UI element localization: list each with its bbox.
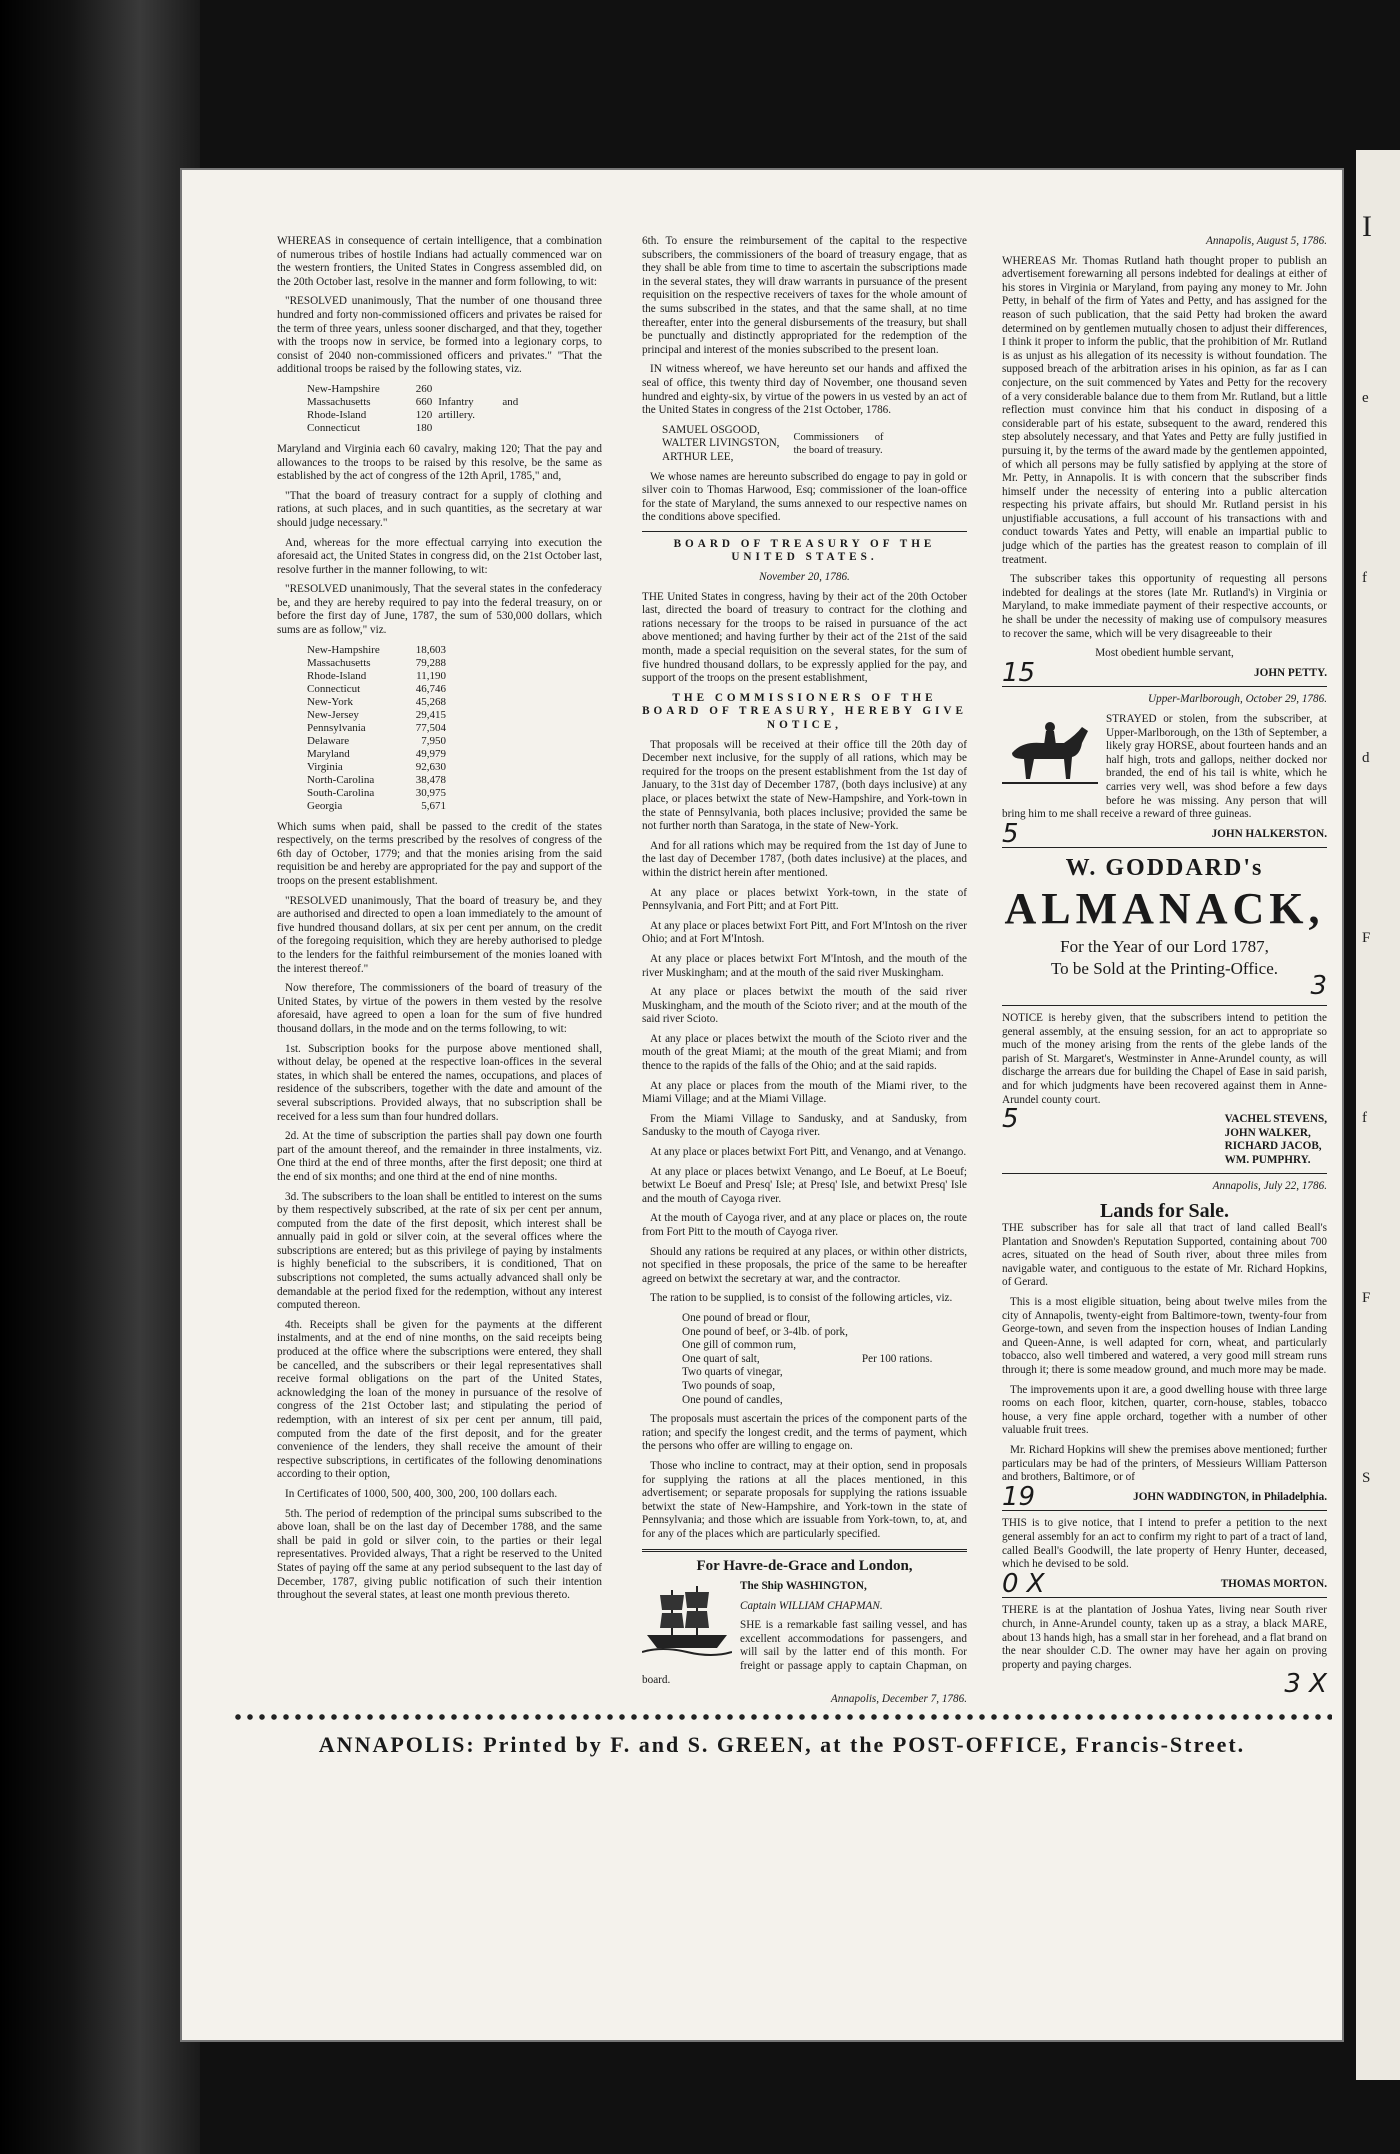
list-item: Two pounds of soap, [682, 1379, 776, 1392]
table-row: Maryland 49,979 [307, 747, 446, 760]
petition-paragraph: THIS is to give notice, that I intend to prefer a petition to the next general assembly for an act to confirm my right to part of a tract of land, called Beall's Goodwill, the late property of Henry Hunter, deceased, which he devised to be sold. [1002, 1517, 1327, 1571]
dateline: Annapolis, July 22, 1786. [1212, 1180, 1327, 1193]
list-item: One pound of beef, or 3-4lb. of pork, [682, 1325, 848, 1338]
ration-note: Per 100 rations. [861, 1352, 933, 1365]
treasury-paragraph: "That the board of treasury contract for a supply of clothing and rations, at such places, and in such quantities, as the secretary at war should judge necessary." [277, 489, 602, 529]
handwritten-mark: 19 [1002, 1481, 1036, 1512]
commissioners-heading: THE COMMISSIONERS OF THE BOARD OF TREASURY, HEREBY GIVE NOTICE, [642, 691, 967, 731]
troop-quota-table [307, 383, 524, 435]
table-row: Rhode-Island 120 [307, 408, 433, 421]
signer-name: WALTER LIVINGSTON, [662, 437, 780, 450]
list-item: One quart of salt, [682, 1352, 760, 1365]
place-paragraph: At any place or places betwixt the mouth of the Scioto river and the mouth of the great Miami; at the mouth of the great Miami; and from thence to the rapids of the falls of the Ohio; and at the said rapids. [642, 1032, 967, 1073]
horse-woodcut-icon [1002, 713, 1098, 791]
table-row: Connecticut 180 [307, 421, 433, 434]
third-term-paragraph: 3d. The subscribers to the loan shall be entitled to interest on the sums by them respectively subscribed, at the rate of six per cent per annum, computed from the date of the first deposit, which interest shall be annually paid in gold or silver coin, at the several offices where the subscriptions are entered; but as this privilege of paying by instalments is highly beneficial to the subscribers, it is conditioned, That on subscriptions not completed, the sums actually advanced shall only be demandable at the period fixed for the redemption, without any interest computed thereon. [277, 1190, 602, 1312]
table-row: Pennsylvania 77,504 [307, 721, 446, 734]
divider [1002, 1510, 1327, 1511]
certificates-paragraph: In Certificates of 1000, 500, 400, 300, 200, 100 dollars each. [285, 1487, 558, 1500]
petty-closing: Most obedient humble servant, [1095, 647, 1234, 660]
handwritten-mark: 3 X [1284, 1669, 1327, 1700]
next-page-fragment: F [1362, 1290, 1371, 1306]
signers-note: Commissioners of the board of treasury. [793, 431, 884, 457]
table-row: Connecticut 46,746 [307, 682, 446, 695]
divider [1002, 847, 1327, 848]
table-row: Georgia 5,671 [307, 799, 446, 812]
list-item: Two quarts of vinegar, [682, 1366, 783, 1379]
adjacent-page-edge [1356, 150, 1400, 2080]
strayed-paragraph: STRAYED or stolen, from the subscriber, at Upper-Marlborough, on the 13th of September, a likely gray HORSE, about fourteen hands and an half high, trots and gallops, neither docked nor branded, the end of his tail is white, which he carries very well, was shod before a few days before he was missing. Any person that will bring him to me shall receive a reward of three guineas. [1002, 713, 1327, 821]
notice-paragraph: NOTICE is hereby given, that the subscribers intend to petition the general assembly, at the ensuing session, for an act to appropriate so much of the money arising from the rents of the glebe lands of the parish of St. Margaret's, Westminster in Anne-Arundel county, as will discharge the arrears due for building the Chapel of Ease in said parish, and for which judgments have been recovered against them in Anne-Arundel county court. [1002, 1011, 1327, 1106]
table-row: Delaware 7,950 [307, 734, 446, 747]
rutland-whereas-paragraph: WHEREAS Mr. Thomas Rutland hath thought proper to publish an advertisement forewarning all persons indebted for dealings at either of his stores in Virginia or Maryland, from paying any money to Mr. John Petty, in behalf of the firm of Yates and Petty, and has assigned for the reason of such publication, that the said Petty had broken the award determined on by gentlemen mutually chosen to adjust their differences, I think it proper to inform the public, that the prohibition of Mr. Rutland is as unjust as his allegation of its necessity is without foundation. The supposed breach of the arbitration arises in his opinion, as far as I can conjecture, on the suit commenced by Yates and Petty for the recovery of a very considerable balance due to them from Mr. Rutland, but a little reflection must convince him that his conduct in disposing of a considerable part of his estate, subsequent to the award, rendered this step absolutely necessary, and that Yates and Petty are fully justified in pursuing it, by the terms of the award made by the gentlemen appointed, of which all persons may be fully satisfied by applying at the store of Mr. Petty, in Annapolis. It is with concern that the subscriber finds himself under the necessity of entering into a public altercation respecting his private affairs, but should Mr. Rutland persist in his unjustifiable accusations, a full account of his transactions with and conduct towards Yates and Petty, will enable an impartial public to judge which of the parties has the greatest reason to complain of ill treatment. [1002, 254, 1327, 566]
divider [642, 1549, 967, 1552]
table-row: Massachusetts 660 [307, 395, 433, 408]
handwritten-mark: 3 [1310, 971, 1327, 1002]
column-2 [642, 235, 967, 1713]
column-3 [1002, 235, 1327, 1700]
signature-name: THOMAS MORTON. [1220, 1577, 1327, 1590]
lands-situation-paragraph: This is a most eligible situation, being about twelve miles from the city of Annapolis, twenty-eight from Baltimore-town, twenty-four from George-town, and seven from the inspection houses of Indian Landing and Queen-Anne, is well adapted for corn, wheat, and particularly tobacco, also well timbered and watered, a very good mill stream runs through it; there is some meadow ground, and much more may be made. [1002, 1296, 1327, 1376]
lands-heading: Lands for Sale. [1099, 1200, 1230, 1223]
lands-improvements-paragraph: The improvements upon it are, a good dwelling house with three large rooms on each floor, kitchen, quarter, corn-house, stables, tobacco house, a very fine apple orchard, together with a number of other valuable fruit trees. [1002, 1383, 1327, 1437]
rations-dates-paragraph: And for all rations which may be required from the 1st day of June to the last day of December 1787, (both dates inclusive) at the places, and within the district herein after mentioned. [642, 839, 967, 879]
witness-paragraph: IN witness whereof, we have hereunto set our hands and affixed the seal of office, this twenty third day of November, one thousand seven hundred and eighty-six, by virtue of the powers in us vested by an act of the United States in congress of the 21st October, 1786. [642, 363, 967, 417]
table-row: North-Carolina 38,478 [307, 773, 446, 786]
handwritten-mark: 5 [1002, 818, 1019, 849]
place-paragraph: At any place or places from the mouth of the Miami river, to the Miami Village; and at the Miami Village. [642, 1079, 967, 1106]
those-paragraph: Those who incline to contract, may at their option, send in proposals for supplying the rations at all the places mentioned, in this advertisement; or separate proposals for supplying the rations issuable betwixt the state of New-Hampshire, and York-town in the state of Pennsylvania; and those which are issuable from York-town, to, at, and for any of the places which are particularly specified. [642, 1459, 967, 1540]
dotted-border [232, 1710, 1332, 1724]
divider [642, 531, 967, 532]
board-date: November 20, 1786. [759, 571, 850, 584]
proposals-paragraph: That proposals will be received at their office till the 20th day of December next inclusive, for the supply of all rations, which may be required for the troops on the present establishment from the 1st day of January, to the 31st day of December 1787, (both days inclusive) at any place, or places betwixt the state of New-Hampshire, and York-town in the state of Pennsylvania, both places inclusive; provided the same be not further north than Saratoga, in the state of New-York. [642, 738, 967, 833]
next-page-fragment: I [1362, 210, 1372, 243]
stray-mare-paragraph: THERE is at the plantation of Joshua Yates, living near South river church, in Anne-Arundel county, taken up as a stray, a black MARE, about 13 hands high, has a small star in her forehead, and a flat brand on the near shoulder C.D. The owner may have her again on proving property and paying charges. [1002, 1604, 1327, 1671]
fourth-term-paragraph: 4th. Receipts shall be given for the payments at the different instalments, and at the end of nine months, on the said receipts being produced at the office where the subscriptions were entered, they shall be cancelled, and the subscribers or their legal representatives shall receive formal obligations on the part of the United States, acknowledging the loan of the money in pursuance of the resolve of congress of the 21st October last; and stipulating the period of redemption, with an interest of six per cent per annum, till paid, computed from the date of the first deposit, and for the greater convenience of the lenders, they shall receive the amount of their respective subscriptions, in certificates of the following denominations according to their option, [277, 1318, 602, 1481]
place-paragraph: At any place or places betwixt York-town, in the state of Pennsylvania, and Fort Pitt; and at Fort Pitt. [642, 886, 967, 913]
list-item: One gill of common rum, [682, 1339, 797, 1352]
place-paragraph: At any place or places betwixt Fort Pitt, and Venango, and at Venango. [650, 1146, 967, 1159]
next-page-fragment: S [1362, 1470, 1371, 1486]
resolved-paragraph: "RESOLVED unanimously, That the number of one thousand three hundred and forty non-commissioned officers and privates be raised for the term of three years, unless sooner discharged, and that they, together with the troops now in service, be formed into a legionary corps, to consist of 2040 non-commissioned officers and privates." "That the additional troops be raised by the following states, viz. [277, 295, 602, 376]
now-therefore-paragraph: Now therefore, The commissioners of the board of treasury of the United States, by virtue of the powers in them vested by the resolve aforesaid, have agreed to open a loan for the sum of five hundred thousand dollars, in the mode and on the terms following, to wit: [277, 982, 602, 1035]
maryland-paragraph: Maryland and Virginia each 60 cavalry, making 120; That the pay and allowances to the troops to be raised by this resolve, be the same as established by the act of congress of the 12th April, 1785," and, [277, 442, 602, 483]
imprint-footer [232, 1710, 1332, 1780]
lands-paragraph: THE subscriber has for sale all that tract of land called Beall's Plantation and Snowden's Reputation Supported, containing about 700 acres, situated on the head of South river, about three miles from navigable water, and contiguous to the estate of Mr. Richard Hopkins, of Gerard. [1002, 1222, 1327, 1289]
ration-list [682, 1312, 967, 1407]
list-item: One pound of candles, [682, 1393, 783, 1406]
first-term-paragraph: 1st. Subscription books for the purpose above mentioned shall, without delay, be opened at the respective loan-offices in the several states, in which shall be entered the names, occupations, and places of residence of the subscribers, together with the date and amount of the several subscriptions. Provided always, that no subscription shall be received for a less sum than four hundred dollars. [277, 1042, 602, 1123]
place-paragraph: At any place or places betwixt the mouth of the said river Muskingham, and the mouth of the Scioto river; and at the mouth of the said river Scioto. [642, 986, 967, 1026]
handwritten-mark: 0 X [1002, 1568, 1045, 1599]
divider [1002, 1173, 1327, 1174]
next-page-fragment: d [1362, 750, 1370, 766]
place-paragraph: At any place or places betwixt Fort M'Intosh, and the mouth of the river Muskingham; and at the mouth of the said river Muskingham. [642, 952, 967, 979]
subscribers-paragraph: We whose names are hereunto subscribed do engage to pay in gold or silver coin to Thomas Harwood, Esq; commissioner of the loan-office for the state of Maryland, the sums annexed to our respective names on the conditions above specified. [642, 470, 967, 524]
signature-name: RICHARD JACOB, [1224, 1140, 1322, 1153]
board-heading: BOARD OF TREASURY OF THE UNITED STATES. [673, 537, 936, 564]
almanack-year: For the Year of our Lord 1787, [1060, 937, 1269, 957]
table-row: New-Jersey 29,415 [307, 708, 446, 721]
divider [1002, 1597, 1327, 1598]
dateline: Upper-Marlborough, October 29, 1786. [1148, 693, 1327, 706]
signature-name: JOHN PETTY. [1254, 666, 1327, 679]
table-row: South-Carolina 30,975 [307, 786, 446, 799]
next-page-fragment: f [1362, 570, 1367, 586]
united-states-paragraph: THE United States in congress, having by their act of the 20th October last, directed the board of treasury to contract for the clothing and rations necessary for the troops to be raised in pursuance of the act above mentioned; and having further by their act of the 21st of the said month, made a special requisition on the several states, for the sum of five hundred thousand dollars, to be expressly applied for the pay, and support of the troops on the present establishment, [642, 590, 967, 685]
table-row: New-York 45,268 [307, 695, 446, 708]
next-page-fragment: e [1362, 390, 1369, 406]
state-sums-table [307, 644, 452, 813]
table-row: New-Hampshire 260 Infantry and artillery. [307, 383, 524, 396]
place-paragraph: At any place or places betwixt Fort Pitt, and Fort M'Intosh on the river Ohio; and at Fort M'Intosh. [642, 919, 967, 946]
should-paragraph: Should any rations be required at any places, or within other districts, not specified in these proposals, the price of the same to be hereafter agreed on betwixt the secretary at war, and the contractor. [642, 1245, 967, 1285]
dateline: Annapolis, August 5, 1786. [1206, 235, 1327, 247]
notice-signatures [1225, 1113, 1327, 1167]
ship-body: SHE is a remarkable fast sailing vessel, and has excellent accommodations for passengers, and will sail by the latter end of this month. For freight or passage apply to captain Chapman, on board. [642, 1619, 967, 1686]
ship-captain: Captain WILLIAM CHAPMAN. [740, 1599, 883, 1612]
signature-name: VACHEL STEVENS, [1224, 1113, 1327, 1126]
handwritten-mark: 5 [1002, 1104, 1019, 1135]
place-paragraph: From the Miami Village to Sandusky, and at Sandusky, from Sandusky to the mouth of Cayoga river. [642, 1112, 967, 1139]
signature-name: JOHN HALKERSTON. [1211, 827, 1327, 840]
signature-name: JOHN WADDINGTON, in Philadelphia. [1133, 1490, 1327, 1503]
whereas-paragraph: WHEREAS in consequence of certain intelligence, that a combination of numerous tribes of hostile Indians had actually commenced war on the western frontiers, the United States in Congress assembled did, on the 20th October last, resolve in the manner and form following, to wit: [277, 235, 602, 288]
petty-subscriber-paragraph: The subscriber takes this opportunity of requesting all persons indebted for dealings at the stores (late Mr. Rutland's) in Virginia or Maryland, to make immediate payment of their respective accounts, or he shall be under the necessity of making use of compulsory measures to recover the same, which will be very disagreeable to their [1002, 573, 1327, 640]
place-paragraph: At any place or places betwixt Venango, and Le Boeuf, at Le Boeuf; betwixt Le Boeuf and Presq' Isle; at Presq' Isle, and betwixt Presq' Isle and the mouth of Cayoga river. [642, 1165, 967, 1205]
ration-consist-paragraph: The ration to be supplied, is to consist of the following articles, viz. [650, 1292, 953, 1305]
almanack-title: ALMANACK, [1004, 884, 1325, 934]
next-page-fragment: F [1362, 930, 1371, 946]
imprint-line: ANNAPOLIS: Printed by F. and S. GREEN, at the POST-OFFICE, Francis-Street. [318, 1732, 1246, 1757]
quota-note: Infantry and artillery. [438, 395, 519, 421]
proposals-must-paragraph: The proposals must ascertain the prices of the component parts of the ration; and specify the longest credit, and the terms of payment, which the persons who offer are willing to engage on. [642, 1413, 967, 1453]
handwritten-mark: 15 [1002, 657, 1036, 688]
signature-name: JOHN WALKER, [1224, 1126, 1311, 1139]
lands-contact-paragraph: Mr. Richard Hopkins will shew the premises above mentioned; further particulars may be had of the printers, of Messieurs William Patterson and brothers, Baltimore, or of [1002, 1443, 1327, 1484]
table-row: Rhode-Island 11,190 [307, 669, 446, 682]
sixth-term-paragraph: 6th. To ensure the reimbursement of the capital to the respective subscribers, the commissioners of the board of treasury engage, that as they shall be able from time to time to ascertain the subscriptions made in the several states, they will draw warrants in pursuance of the present requisition on the respective receivers of taxes for the whole amount of the sums subscribed in the states, and that the same shall, at no time thereafter, enter into the general disbursements of the treasury, but shall be punctually and distinctly appropriated for the redemption of the principal and interest of the monies subscribed to the present loan. [642, 235, 967, 356]
signers-block [662, 424, 967, 465]
place-paragraph: At the mouth of Cayoga river, and at any place or places on, the route from Fort Pitt to the mouth of Cayoga river. [642, 1212, 967, 1238]
list-item: One pound of bread or flour, [682, 1311, 811, 1324]
whereas-second-paragraph: And, whereas for the more effectual carrying into execution the aforesaid act, the United States in congress did, on the 21st October last, resolve further in the manner following, to wit: [277, 536, 602, 576]
table-row: New-Hampshire 18,603 [307, 643, 446, 656]
divider [1002, 686, 1327, 687]
table-row: Massachusetts 79,288 [307, 656, 446, 669]
newspaper-page [182, 170, 1342, 2040]
ship-woodcut-icon [642, 1580, 732, 1660]
ship-heading: For Havre-de-Grace and London, [696, 1558, 913, 1575]
book-binding [0, 0, 200, 2154]
signer-name: ARTHUR LEE, [662, 450, 734, 463]
table-row: Virginia 92,630 [307, 760, 446, 773]
resolved-second-paragraph: "RESOLVED unanimously, That the several states in the confederacy be, and they are hereby required to pay into the federal treasury, on or before the first day of June, 1787, the sum of 530,000 dollars, which sums are as follow," viz. [277, 583, 602, 637]
which-sums-paragraph: Which sums when paid, shall be passed to the credit of the states respectively, on the terms prescribed by the resolves of congress of the 6th day of October, 1779; and that the monies arising from the said requisition be and hereby are appropriated for the pay and support of the troops on the present establishment. [277, 820, 602, 888]
fifth-term-paragraph: 5th. The period of redemption of the principal sums subscribed to the above loan, shall be on the last day of December 1788, and the same shall be paid in gold or silver coin, to the parties or their legal representatives. Provided always, That a right be reserved to the United States of paying off the same at any period subsequent to the last day of December, 1787, giving public notification of such their intention throughout the several states, at least one month previous thereto. [277, 1507, 602, 1602]
almanack-sold: To be Sold at the Printing-Office. [1050, 959, 1278, 979]
resolved-third-paragraph: "RESOLVED unanimously, That the board of treasury be, and they are authorised and directed to open a loan immediately to the amount of five hundred thousand dollars, at six per cent per annum, on the credit of the foregoing requisition, which they are hereby authorised to pledge to the lenders for the faithful reimbursement of the monies loaned with the interest thereof." [277, 894, 602, 975]
divider [1002, 1005, 1327, 1006]
ship-date: Annapolis, December 7, 1786. [830, 1693, 967, 1706]
column-1 [277, 235, 602, 1609]
next-page-fragment: f [1362, 1110, 1367, 1126]
ship-name: The Ship WASHINGTON, [740, 1580, 867, 1593]
signature-name: WM. PUMPHRY. [1224, 1153, 1311, 1166]
almanack-publisher: W. GODDARD's [1065, 855, 1264, 882]
second-term-paragraph: 2d. At the time of subscription the parties shall pay down one fourth part of the amount thereof, and the remainder in three instalments, viz. One third at the end of three months, after the first deposit; one third at the end of six months; and one third at the end of nine months. [277, 1130, 602, 1183]
signer-name: SAMUEL OSGOOD, [662, 423, 760, 436]
